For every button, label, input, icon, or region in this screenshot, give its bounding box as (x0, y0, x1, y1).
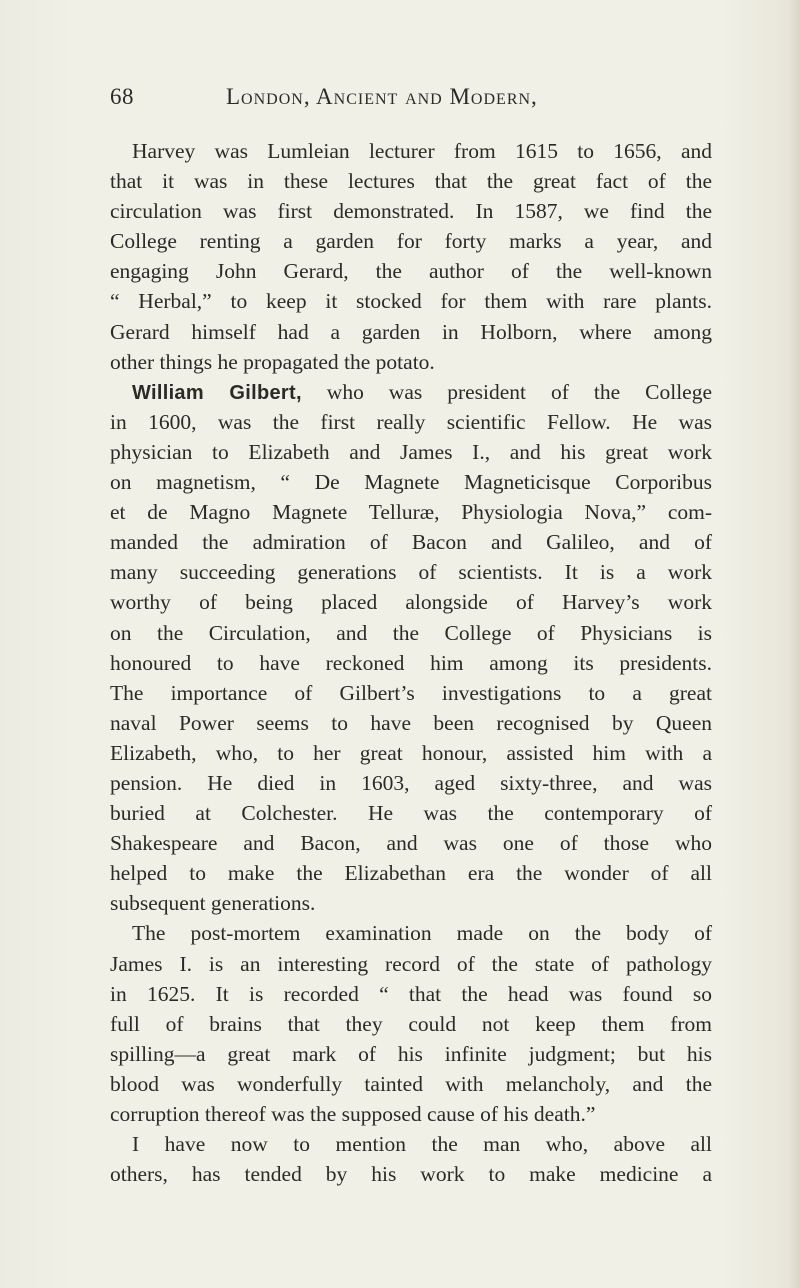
text-line: blood was wonderfully tainted with melancholy, and the (110, 1071, 712, 1096)
text-line: The importance of Gilbert’s investigations to a great (110, 680, 712, 705)
text-line: corruption thereof was the supposed cause of his death.” (110, 1102, 596, 1126)
text-line: James I. is an interesting record of the state of pathology (110, 951, 712, 976)
text-line: Elizabeth, who, to her great honour, assisted him with a (110, 740, 712, 765)
text-line-with-name (110, 377, 712, 407)
text-line: naval Power seems to have been recognised by Queen (110, 710, 712, 735)
text-line: honoured to have reckoned him among its presidents. (110, 650, 712, 675)
text-line: spilling—a great mark of his infinite judgment; but his (110, 1041, 712, 1066)
text-line: The post-mortem examination made on the body of (132, 921, 712, 946)
text-line: worthy of being placed alongside of Harvey’s work (110, 590, 712, 615)
text-line: other things he propagated the potato. (110, 349, 435, 374)
text-line: “ Herbal,” to keep it stocked for them with rare plants. (110, 289, 712, 314)
page-header (110, 84, 710, 120)
text-line: full of brains that they could not keep them from (110, 1011, 712, 1036)
text-line: subsequent generations. (110, 891, 316, 916)
text-line: circulation was first demonstrated. In 1587, we find the (110, 199, 712, 224)
text-line: College renting a garden for forty marks a year, and (110, 229, 712, 254)
text-line: in 1625. It is recorded “ that the head was found so (110, 981, 712, 1006)
text-line: et de Magno Magnete Telluræ, Physiologia Nova,” com- (110, 500, 712, 525)
text-line: buried at Colchester. He was the contemporary of (110, 801, 712, 826)
person-name-bold: William Gilbert, (132, 381, 302, 404)
text-line: Gerard himself had a garden in Holborn, where among (110, 319, 712, 344)
page-number: 68 (110, 84, 134, 109)
text-line: that it was in these lectures that the great fact of the (110, 169, 712, 194)
text-line: manded the admiration of Bacon and Galileo, and of (110, 530, 712, 555)
text-line: in 1600, was the first really scientific Fellow. He was (110, 409, 712, 434)
text-line: on magnetism, “ De Magnete Magneticisque Corporibus (110, 470, 712, 495)
text-line: physician to Elizabeth and James I., and his great work (110, 439, 712, 464)
body-text (110, 136, 712, 1189)
running-head: London, Ancient and Modern, (226, 84, 538, 109)
text-line: helped to make the Elizabethan era the wonder of all (110, 861, 712, 886)
text-line: Shakespeare and Bacon, and was one of those who (110, 831, 712, 856)
page-edge-shadow (788, 0, 800, 1288)
text-line: many succeeding generations of scientists. It is a work (110, 560, 712, 585)
text-line: engaging John Gerard, the author of the well-known (110, 259, 712, 284)
text-line: I have now to mention the man who, above all (132, 1132, 712, 1157)
text-line: pension. He died in 1603, aged sixty-three, and was (110, 770, 712, 795)
text-line: others, has tended by his work to make medicine a (110, 1162, 712, 1187)
text-line: on the Circulation, and the College of Physicians is (110, 620, 712, 645)
text-fragment: who was president of the College (326, 379, 713, 404)
text-line: Harvey was Lumleian lecturer from 1615 to 1656, and (132, 139, 712, 163)
